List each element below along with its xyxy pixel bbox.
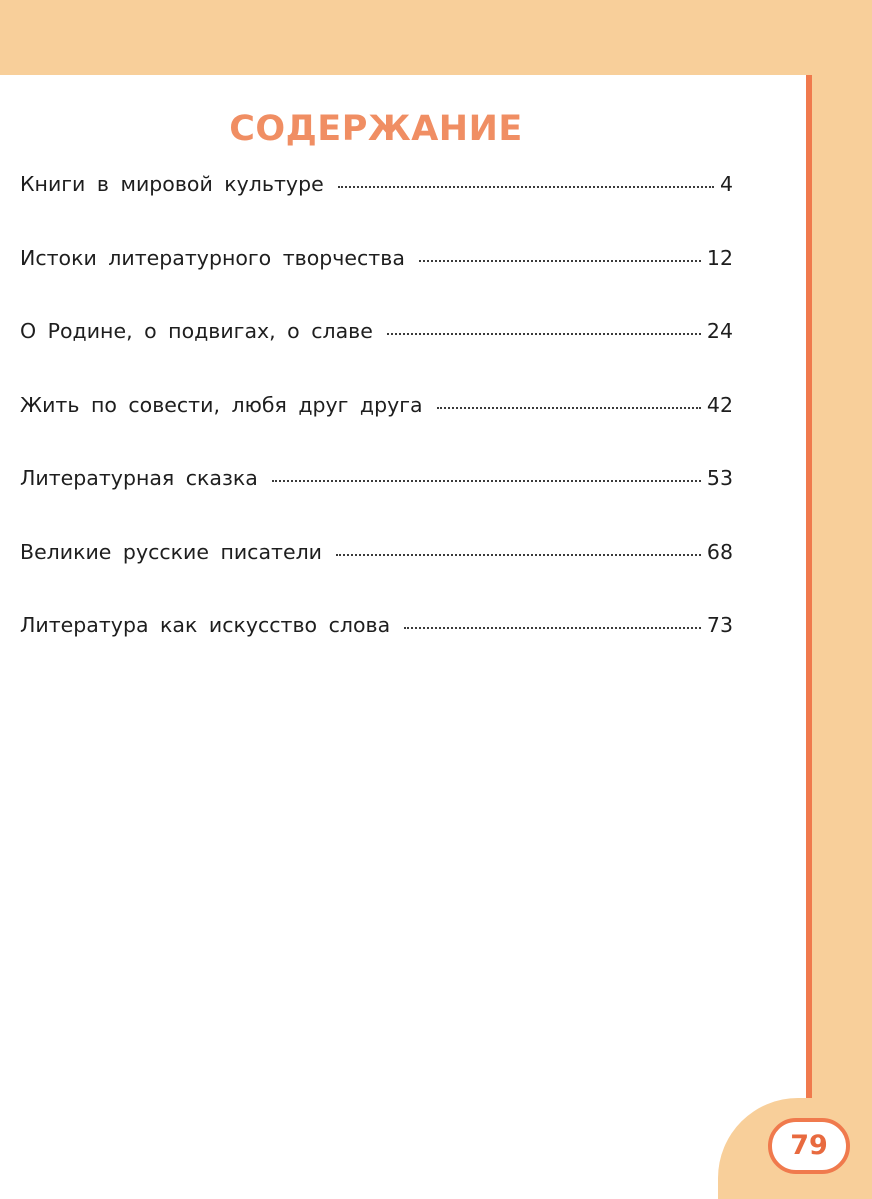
toc-dot-leader bbox=[272, 480, 701, 482]
toc-entry-label: Литература как искусство слова bbox=[20, 613, 391, 637]
toc-entry-page: 4 bbox=[719, 172, 733, 196]
toc-dot-leader bbox=[437, 407, 701, 409]
toc-dot-leader bbox=[336, 554, 701, 556]
toc-entry[interactable] bbox=[20, 393, 733, 433]
toc-entry-page: 73 bbox=[706, 613, 733, 637]
toc-entry-label: Литературная сказка bbox=[20, 466, 258, 490]
toc-entry[interactable] bbox=[20, 466, 733, 506]
page-number-badge: 79 bbox=[768, 1118, 850, 1174]
toc-entry[interactable] bbox=[20, 319, 733, 359]
page-title: СОДЕРЖАНИЕ bbox=[229, 109, 523, 150]
table-of-contents bbox=[20, 172, 733, 687]
toc-entry-page: 68 bbox=[706, 539, 733, 564]
toc-entry-label: Жить по совести, любя друг друга bbox=[20, 392, 423, 417]
top-decorative-band bbox=[0, 0, 872, 75]
toc-entry-label: Книги в мировой культуре bbox=[20, 172, 324, 196]
toc-entry-page: 53 bbox=[706, 466, 733, 490]
toc-dot-leader bbox=[419, 260, 701, 262]
toc-entry-page: 42 bbox=[706, 392, 733, 417]
toc-entry[interactable] bbox=[20, 613, 733, 653]
toc-dot-leader bbox=[404, 627, 701, 629]
toc-entry-label: Великие русские писатели bbox=[20, 539, 322, 564]
toc-entry[interactable] bbox=[20, 246, 733, 286]
toc-entry-label: Истоки литературного творчества bbox=[20, 245, 405, 270]
toc-entry-page: 12 bbox=[706, 245, 733, 270]
right-decorative-band bbox=[812, 0, 872, 1199]
toc-entry-label: О Родине, о подвигах, о славе bbox=[20, 319, 373, 343]
toc-entry[interactable] bbox=[20, 540, 733, 580]
toc-entry-page: 24 bbox=[706, 319, 733, 343]
toc-entry[interactable] bbox=[20, 172, 733, 212]
toc-dot-leader bbox=[387, 333, 701, 335]
toc-dot-leader bbox=[338, 186, 714, 188]
right-accent-rule bbox=[806, 75, 812, 1199]
